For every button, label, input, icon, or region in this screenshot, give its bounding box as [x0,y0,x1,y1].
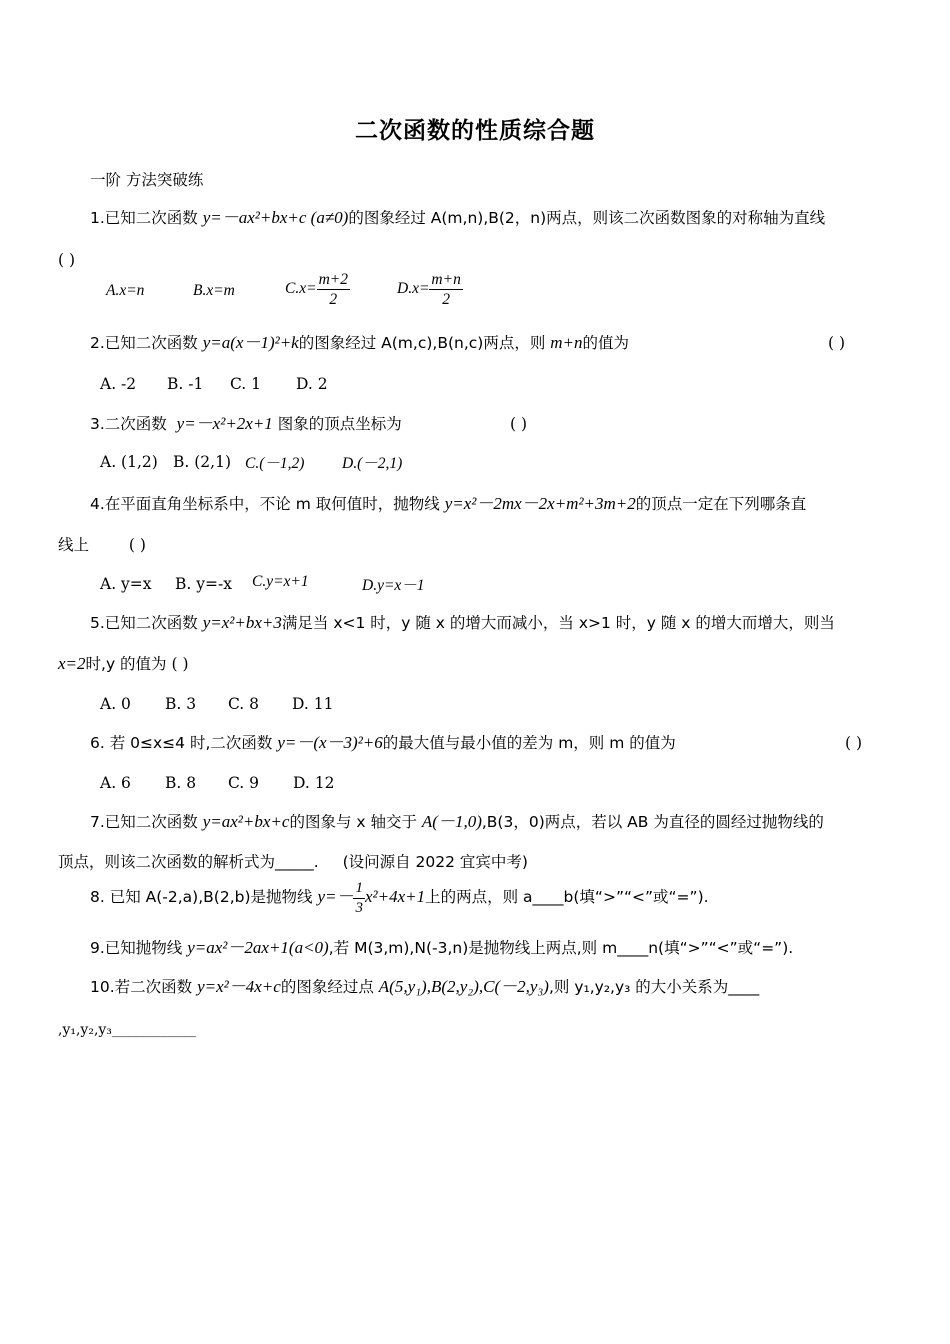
q1-option-b: B.x=m [193,282,235,299]
q5-option-c: C. 8 [228,695,260,713]
q6-option-b: B. 8 [165,774,197,792]
question-7-continued: 顶点，则该二次函数的解析式为_____. (设问源自 2022 宜宾中考) [58,853,528,871]
q3-answer-paren: ( ) [510,415,528,433]
section-heading: 一阶 方法突破练 [90,171,204,189]
question-2: 2.已知二次函数 y=a(x－1)²+k的图象经过 A(m,c),B(n,c)两点，则 m+n的值为 [90,333,630,352]
question-1: 1.已知二次函数 y=－ax²+bx+c (a≠0)的图象经过 A(m,n),B(2，n)两点，则该二次函数图象的对称轴为直线 [90,208,826,227]
q1-formula: y=－ax²+bx+c (a≠0) [202,208,349,227]
question-4-continued: 线上 ( ) [58,536,146,554]
q4-option-a: A. y=x [100,575,152,593]
q5-option-d: D. 11 [292,695,334,713]
q2-option-d: D. 2 [296,375,328,393]
question-5: 5.已知二次函数 y=x²+bx+3满足当 x<1 时，y 随 x 的增大而减小，当 x>1 时，y 随 x 的增大而增大，则当 [90,613,835,632]
q6-option-d: D. 12 [293,774,335,792]
question-8: 8. 已知 A(-2,a),B(2,b)是抛物线 y=－ $\frac{1}{3}$ x²+4x+1上的两点，则 a____b(填“>”“<”或“=”). [90,879,709,916]
q7-source-note: (设问源自 2022 宜宾中考) [342,853,528,871]
q2-option-c: C. 1 [230,375,262,393]
q3-option-c: C.(－1,2) [245,455,305,472]
q2-option-b: B. -1 [167,375,204,393]
q1-option-d: D.x= $\frac{m+n}{2}$ [397,271,461,308]
q5-option-b: B. 3 [165,695,197,713]
q5-answer-paren: ( ) [171,655,189,673]
q4-answer-paren: ( ) [128,536,146,554]
q4-option-c: C.y=x+1 [252,573,309,590]
question-6: 6. 若 0≤x≤4 时,二次函数 y=－(x－3)²+6的最大值与最小值的差为 m，则 m 的值为 [90,733,676,752]
page-title: 二次函数的性质综合题 [355,118,595,144]
q1-option-a: A.x=n [106,282,145,299]
question-3: 3.二次函数 y=－x²+2x+1 图象的顶点坐标为 [90,414,402,433]
q6-option-a: A. 6 [100,774,131,792]
q1-option-c: C.x= $\frac{m+2}{2}$ [285,271,348,308]
q1-option-c-fraction: $\frac{m+2}{2}$ [318,271,348,308]
question-4: 4.在平面直角坐标系中，不论 m 取何值时，抛物线 y=x²－2mx－2x+m²+3m+2的顶点一定在下列哪条直 [90,494,807,513]
q5-option-a: A. 0 [100,695,131,713]
question-7: 7.已知二次函数 y=ax²+bx+c的图象与 x 轴交于 A(－1,0),B(3，0)两点，若以 AB 为直径的圆经过抛物线的 [90,812,824,831]
question-9: 9.已知抛物线 y=ax²－2ax+1(a<0),若 M(3,m),N(-3,n)是抛物线上两点,则 m____n(填“>”“<”或“=”). [90,938,794,957]
q6-option-c: C. 9 [228,774,260,792]
q2-option-a: A. -2 [100,375,137,393]
q3-option-d: D.(－2,1) [342,455,403,472]
q4-option-d: D.y=x－1 [362,577,425,594]
q3-option-a: A. (1,2) [100,453,158,471]
q6-answer-paren: ( ) [845,734,863,752]
question-5-continued: x=2时,y 的值为 ( ) [58,654,189,673]
q4-option-b: B. y=-x [175,575,232,593]
q3-option-b: B. (2,1) [173,453,231,471]
q8-fraction: $\frac{1}{3}$ [355,879,363,916]
question-10-continued: ,y₁,y₂,y₃____________ [58,1022,196,1038]
question-10: 10.若二次函数 y=x²－4x+c的图象经过点 A(5,y₁),B(2,y₂),C(－2,y₃),则 y₁,y₂,y₃ 的大小关系为____ [90,977,760,996]
q1-answer-paren: ( ) [58,251,76,269]
q1-option-d-fraction: $\frac{m+n}{2}$ [431,271,461,308]
q2-answer-paren: ( ) [828,334,846,352]
